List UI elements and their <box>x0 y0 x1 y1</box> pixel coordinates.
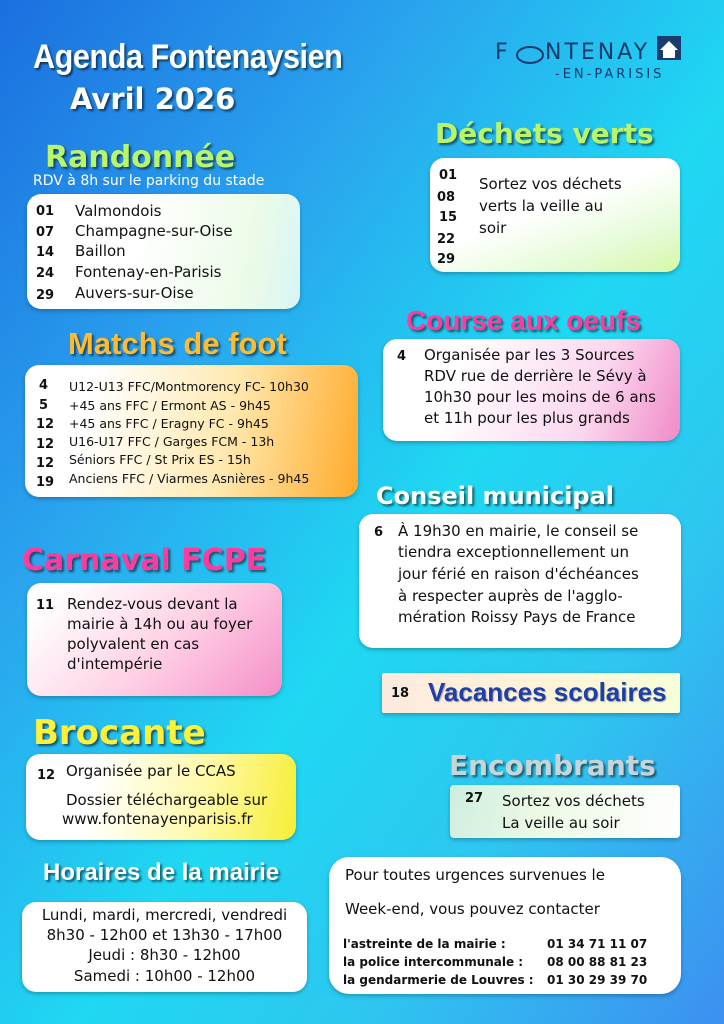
horaires-line: Lundi, mardi, mercredi, vendredi <box>41 906 288 924</box>
horaires-line: Jeudi : 8h30 - 12h00 <box>88 946 241 964</box>
dechets-box <box>430 158 680 272</box>
foot-match: U12-U13 FFC/Montmorency FC- 10h30 <box>69 379 309 394</box>
foot-day: 12 <box>36 417 55 432</box>
randonnee-place: Baillon <box>75 242 126 260</box>
oeufs-box <box>383 339 680 441</box>
contact-phone: 01 34 71 11 07 <box>547 937 648 951</box>
randonnee-sub: RDV à 8h sur le parking du stade <box>33 173 265 189</box>
contact-label: la gendarmerie de Louvres : <box>343 973 534 987</box>
randonnee-place: Fontenay-en-Parisis <box>75 263 222 281</box>
conseil-day: 6 <box>374 525 384 540</box>
conseil-heading: Conseil municipal <box>376 482 615 510</box>
dechets-line: soir <box>479 219 507 237</box>
vacances-label: Vacances scolaires <box>428 677 667 707</box>
dechets-day: 08 <box>437 190 456 205</box>
urgences-line: Pour toutes urgences survenues le <box>345 866 605 884</box>
contact-label: la police intercommunale : <box>343 955 524 969</box>
foot-day: 19 <box>36 475 55 490</box>
foot-day: 12 <box>36 437 55 452</box>
page-subtitle: Avril 2026 <box>70 82 236 116</box>
foot-day: 4 <box>39 378 49 393</box>
dechets-day: 29 <box>437 252 456 267</box>
oeufs-line: Organisée par les 3 Sources <box>424 346 635 364</box>
randonnee-day: 01 <box>36 204 55 219</box>
randonnee-place: Auvers-sur-Oise <box>75 284 194 302</box>
brocante-box <box>26 754 296 840</box>
encombrants-heading: Encombrants <box>449 749 656 782</box>
encombrants-box <box>450 785 680 838</box>
carnaval-heading: Carnaval FCPE <box>22 543 267 578</box>
contact-phone: 01 30 29 39 70 <box>547 973 648 987</box>
urgences-line: Week-end, vous pouvez contacter <box>345 900 600 918</box>
carnaval-line: Rendez-vous devant la <box>67 595 238 613</box>
vacances-box <box>382 673 680 713</box>
brocante-line: Dossier téléchargeable sur <box>66 791 268 809</box>
conseil-line: À 19h30 en mairie, le conseil se <box>398 522 639 540</box>
randonnee-day: 24 <box>36 266 55 281</box>
logo-sub: -EN-PARISIS <box>555 67 665 82</box>
logo-word: NTENAY <box>545 40 651 65</box>
oeufs-line: et 11h pour les plus grands <box>424 409 630 427</box>
carnaval-box <box>27 583 282 696</box>
foot-match: +45 ans FFC / Eragny FC - 9h45 <box>69 416 269 431</box>
house-icon <box>655 34 683 62</box>
urgences-box <box>329 857 681 994</box>
encombrants-line: Sortez vos déchets <box>502 792 645 810</box>
dechets-line: verts la veille au <box>479 197 604 215</box>
foot-heading: Matchs de foot <box>68 326 287 361</box>
foot-box <box>25 365 358 497</box>
carnaval-line: polyvalent en cas <box>67 635 200 653</box>
randonnee-place: Champagne-sur-Oise <box>75 222 233 240</box>
logo <box>495 40 695 90</box>
carnaval-line: d'intempérie <box>67 655 163 673</box>
conseil-line: jour férié en raison d'échéances <box>398 565 639 583</box>
logo-o-icon <box>515 44 547 66</box>
dechets-heading: Déchets verts <box>435 117 654 150</box>
foot-day: 5 <box>39 398 49 413</box>
randonnee-place: Valmondois <box>75 202 162 220</box>
oeufs-day: 4 <box>397 349 407 364</box>
horaires-line: 8h30 - 12h00 et 13h30 - 17h00 <box>46 926 283 944</box>
brocante-line: www.fontenayenparisis.fr <box>62 810 253 828</box>
horaires-heading: Horaires de la mairie <box>43 859 280 886</box>
randonnee-day: 07 <box>36 225 55 240</box>
foot-match: U16-U17 FFC / Garges FCM - 13h <box>69 434 275 449</box>
foot-match: +45 ans FFC / Ermont AS - 9h45 <box>69 398 271 413</box>
foot-match: Séniors FFC / St Prix ES - 15h <box>69 452 251 467</box>
oeufs-line: RDV rue de derrière le Sévy à <box>424 367 647 385</box>
conseil-box <box>359 514 681 648</box>
foot-match: Anciens FFC / Viarmes Asnières - 9h45 <box>69 471 310 486</box>
conseil-line: mération Roissy Pays de France <box>398 608 636 626</box>
horaires-line: Samedi : 10h00 - 12h00 <box>73 967 256 985</box>
encombrants-line: La veille au soir <box>502 814 620 832</box>
dechets-line: Sortez vos déchets <box>479 175 622 193</box>
page-title: Agenda Fontenaysien <box>33 38 343 76</box>
carnaval-day: 11 <box>36 598 55 613</box>
brocante-day: 12 <box>37 768 56 783</box>
foot-day: 12 <box>36 456 55 471</box>
dechets-day: 15 <box>439 210 458 225</box>
contact-phone: 08 00 88 81 23 <box>547 955 648 969</box>
conseil-line: à respecter auprès de l'agglo- <box>398 587 623 605</box>
brocante-line: Organisée par le CCAS <box>66 762 236 780</box>
brocante-heading: Brocante <box>33 713 206 753</box>
contact-label: l'astreinte de la mairie : <box>343 937 506 951</box>
carnaval-line: mairie à 14h ou au foyer <box>67 615 253 633</box>
horaires-box <box>22 902 307 992</box>
randonnee-heading: Randonnée <box>45 140 236 175</box>
randonnee-day: 14 <box>36 245 55 260</box>
encombrants-day: 27 <box>465 791 484 806</box>
logo-letter: F <box>495 40 511 65</box>
dechets-day: 01 <box>439 168 458 183</box>
oeufs-heading: Course aux oeufs <box>406 305 641 336</box>
dechets-day: 22 <box>437 232 456 247</box>
conseil-line: tiendra exceptionnellement un <box>398 543 630 561</box>
vacances-day: 18 <box>391 686 410 701</box>
randonnee-box <box>27 194 300 309</box>
oeufs-line: 10h30 pour les moins de 6 ans <box>424 388 656 406</box>
randonnee-day: 29 <box>36 288 55 303</box>
